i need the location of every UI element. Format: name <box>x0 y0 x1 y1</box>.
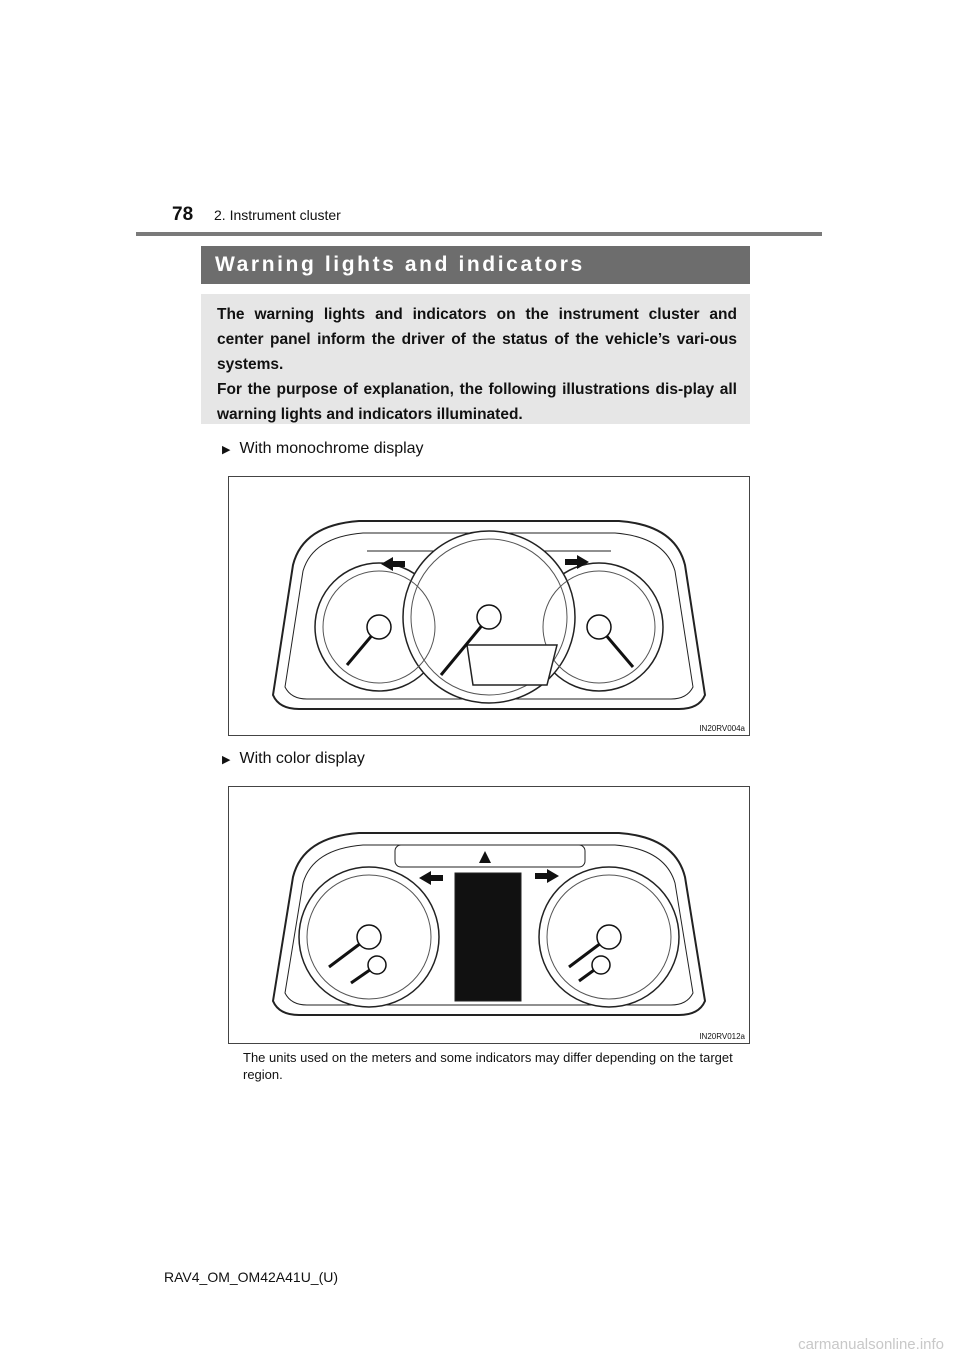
units-note: The units used on the meters and some indicators may differ depending on the target region. <box>243 1050 733 1082</box>
intro-text-2: For the purpose of explanation, the following illustrations dis-play all warning lights and indicators illuminated. <box>217 381 737 423</box>
page-title: Warning lights and indicators <box>201 246 750 284</box>
document-id: RAV4_OM_OM42A41U_(U) <box>164 1269 339 1285</box>
color-cluster-figure <box>228 786 750 1044</box>
caption-monochrome-text: With monochrome display <box>239 440 424 457</box>
caption-monochrome <box>222 440 424 458</box>
monochrome-cluster-figure <box>228 476 750 736</box>
figure-id-1: IN20RV004a <box>699 724 745 733</box>
bullet-arrow-icon: ▶ <box>222 753 231 766</box>
figure-id-2: IN20RV012a <box>699 1032 745 1041</box>
intro-text-1: The warning lights and indicators on the instrument cluster and center panel inform the driver of the status of the vehicle’s vari-ous systems. <box>217 306 737 373</box>
color-cluster-illustration <box>229 787 749 1043</box>
section-title: 2. Instrument cluster <box>214 207 341 223</box>
watermark: carmanualsonline.info <box>798 1336 944 1353</box>
page-number: 78 <box>172 204 194 225</box>
caption-color <box>222 750 365 768</box>
bullet-arrow-icon: ▶ <box>222 443 231 456</box>
monochrome-cluster-illustration <box>229 477 749 735</box>
intro-box <box>201 294 750 424</box>
header-rule <box>136 232 822 236</box>
caption-color-text: With color display <box>239 750 365 767</box>
